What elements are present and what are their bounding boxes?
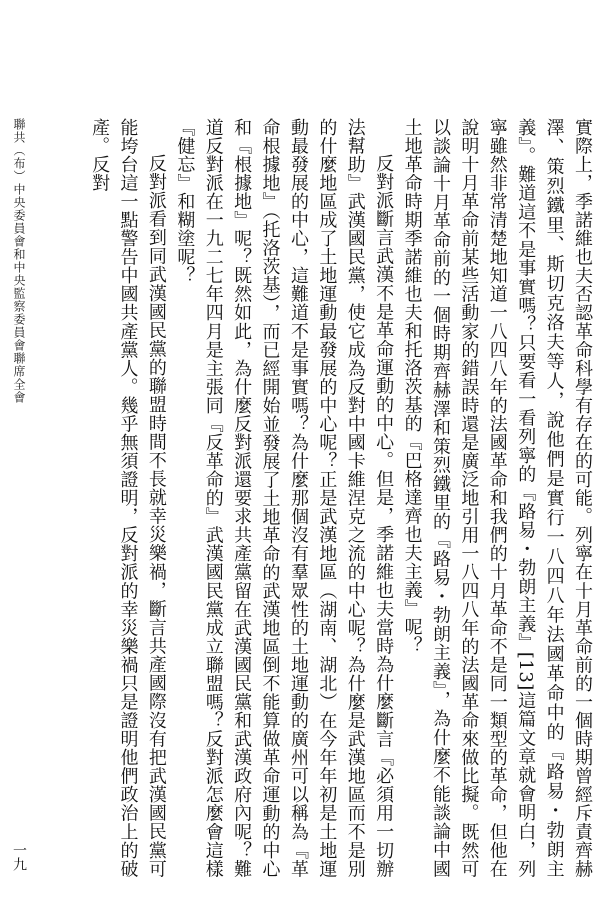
paragraph-3: 反對派看到同武漢國民黨的聯盟時間不長就幸災樂禍，斷言共產國際沒有把武漢國民黨可能垮台這一點警告中國共產黨人。幾乎無須證明，反對派的幸災樂禍只是證明他們政治上的破產。反對 (89, 118, 167, 878)
page-number: 一九 (11, 843, 27, 871)
body-text (40, 118, 596, 878)
running-head: 聯共（布）中央委員會和中央監察委員會聯席全會 (12, 118, 26, 404)
paragraph-1: 實際上，季諾維也夫否認革命科學有存在的可能。列寧在十月革命前的一個時期曾經斥責齊赫澤、策烈鐵里、斯切克洛夫等人，說他們是實行一八四八年法國革命中的『路易・勃朗主義』。難道這不是事實嗎？只要看一看列寧的『路易・勃朗主義』[13]這篇文章就會明白，列寧雖然非常清楚地知道一八四八年的法國革命和我們的十月革命不是同一類型的革命，但他在說明十月革命前某些活動家的錯誤時還是廣泛地引用一八四八年的法國革命來做比擬。既然可以談論十月革命前的一個時期齊赫澤和策烈鐵里的『路易・勃朗主義』，為什麼不能談論中國土地革命時期季諾維也夫和托洛茨基的『巴格達齊也夫主義』呢？ (401, 118, 593, 878)
paragraph-2: 反對派斷言武漢不是革命運動的中心。但是，季諾維也夫當時為什麼斷言『必須用一切辦法幫助』武漢國民黨，使它成為反對中國卡維涅克之流的中心呢？為什麼是武漢地區而不是別的什麼地區成了土地運動最發展的中心呢？正是武漢地區（湖南、湖北）在今年年初是土地運動最發展的中心，這難道不是事實嗎？為什麼那個沒有羣眾性的土地運動的廣州可以稱為『革命根據地』（托洛茨基），而已經開始並發展了土地革命的武漢地區倒不能算做革命運動的中心和『根據地』呢？既然如此，為什麼反對派還要求共產黨留在武漢國民黨和武漢政府內呢？難道反對派在一九二七年四月是主張同『反革命的』武漢國民黨成立聯盟嗎？反對派怎麼會這樣『健忘』和糊塗呢？ (174, 118, 395, 878)
